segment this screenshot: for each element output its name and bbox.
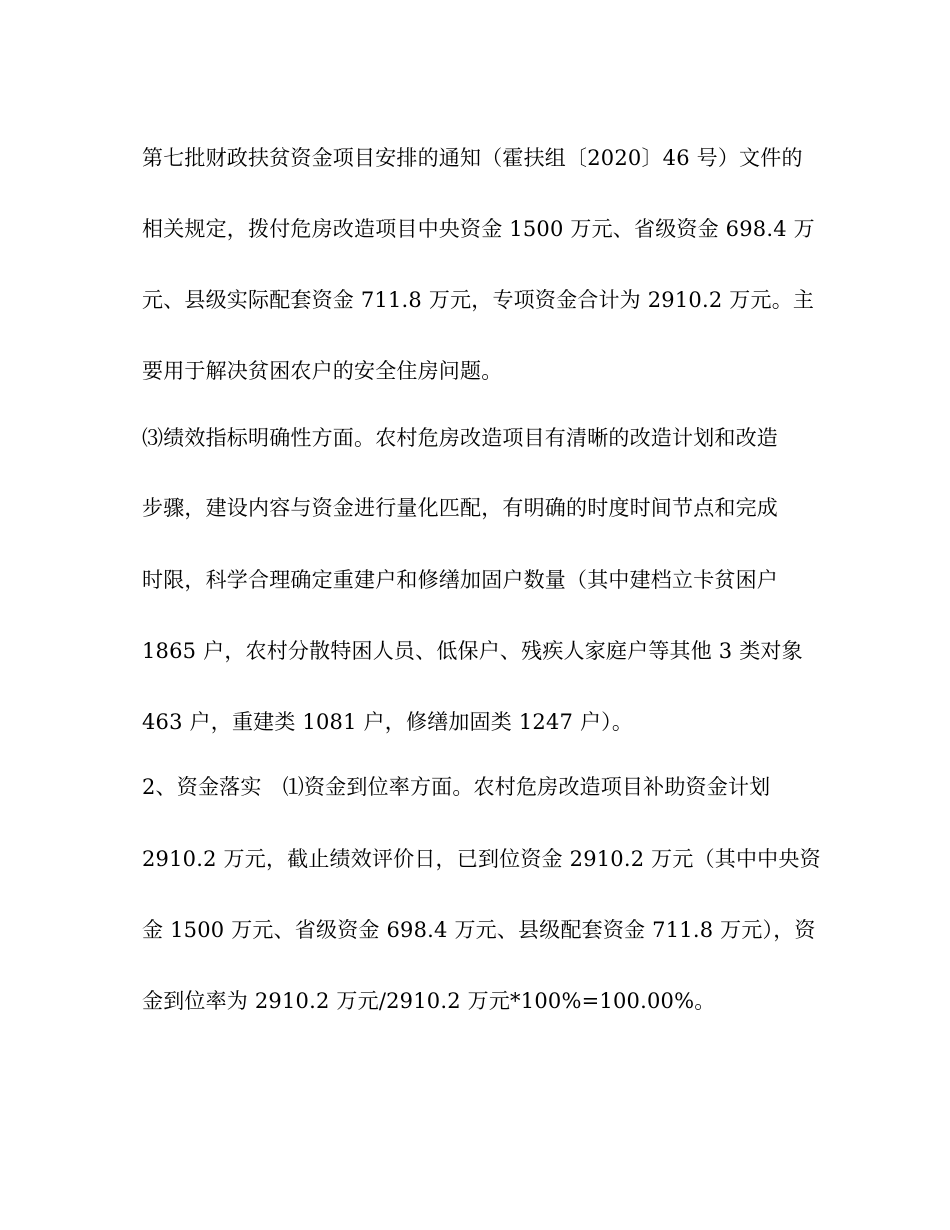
text-line-7: 时限，科学合理确定重建户和修缮加固户数量（其中建档立卡贫困户 (142, 568, 778, 592)
text-line-5: ⑶绩效指标明确性方面。农村危房改造项目有清晰的改造计划和改造 (142, 426, 778, 450)
text-line-11: 2910.2 万元，截止绩效评价日，已到位资金 2910.2 万元（其中中央资 (142, 847, 821, 871)
text-line-6: 步骤，建设内容与资金进行量化匹配，有明确的时度时间节点和完成 (142, 496, 778, 520)
text-line-1: 第七批财政扶贫资金项目安排的通知（霍扶组〔2020〕46 号）文件的 (142, 146, 803, 170)
text-line-8: 1865 户，农村分散特困人员、低保户、残疾人家庭户等其他 3 类对象 (142, 639, 803, 663)
text-line-13: 金到位率为 2910.2 万元/2910.2 万元*100%=100.00%。 (142, 989, 716, 1013)
text-line-3: 元、县级实际配套资金 711.8 万元，专项资金合计为 2910.2 万元。主 (142, 288, 815, 312)
text-line-12: 金 1500 万元、省级资金 698.4 万元、县级配套资金 711.8 万元），资 (142, 918, 816, 942)
text-line-10: 2、资金落实 ⑴资金到位率方面。农村危房改造项目补助资金计划 (142, 775, 771, 799)
text-line-9: 463 户，重建类 1081 户，修缮加固类 1247 户）。 (142, 710, 634, 734)
text-line-2: 相关规定，拨付危房改造项目中央资金 1500 万元、省级资金 698.4 万 (142, 217, 815, 241)
text-line-4: 要用于解决贫困农户的安全住房问题。 (142, 359, 503, 383)
